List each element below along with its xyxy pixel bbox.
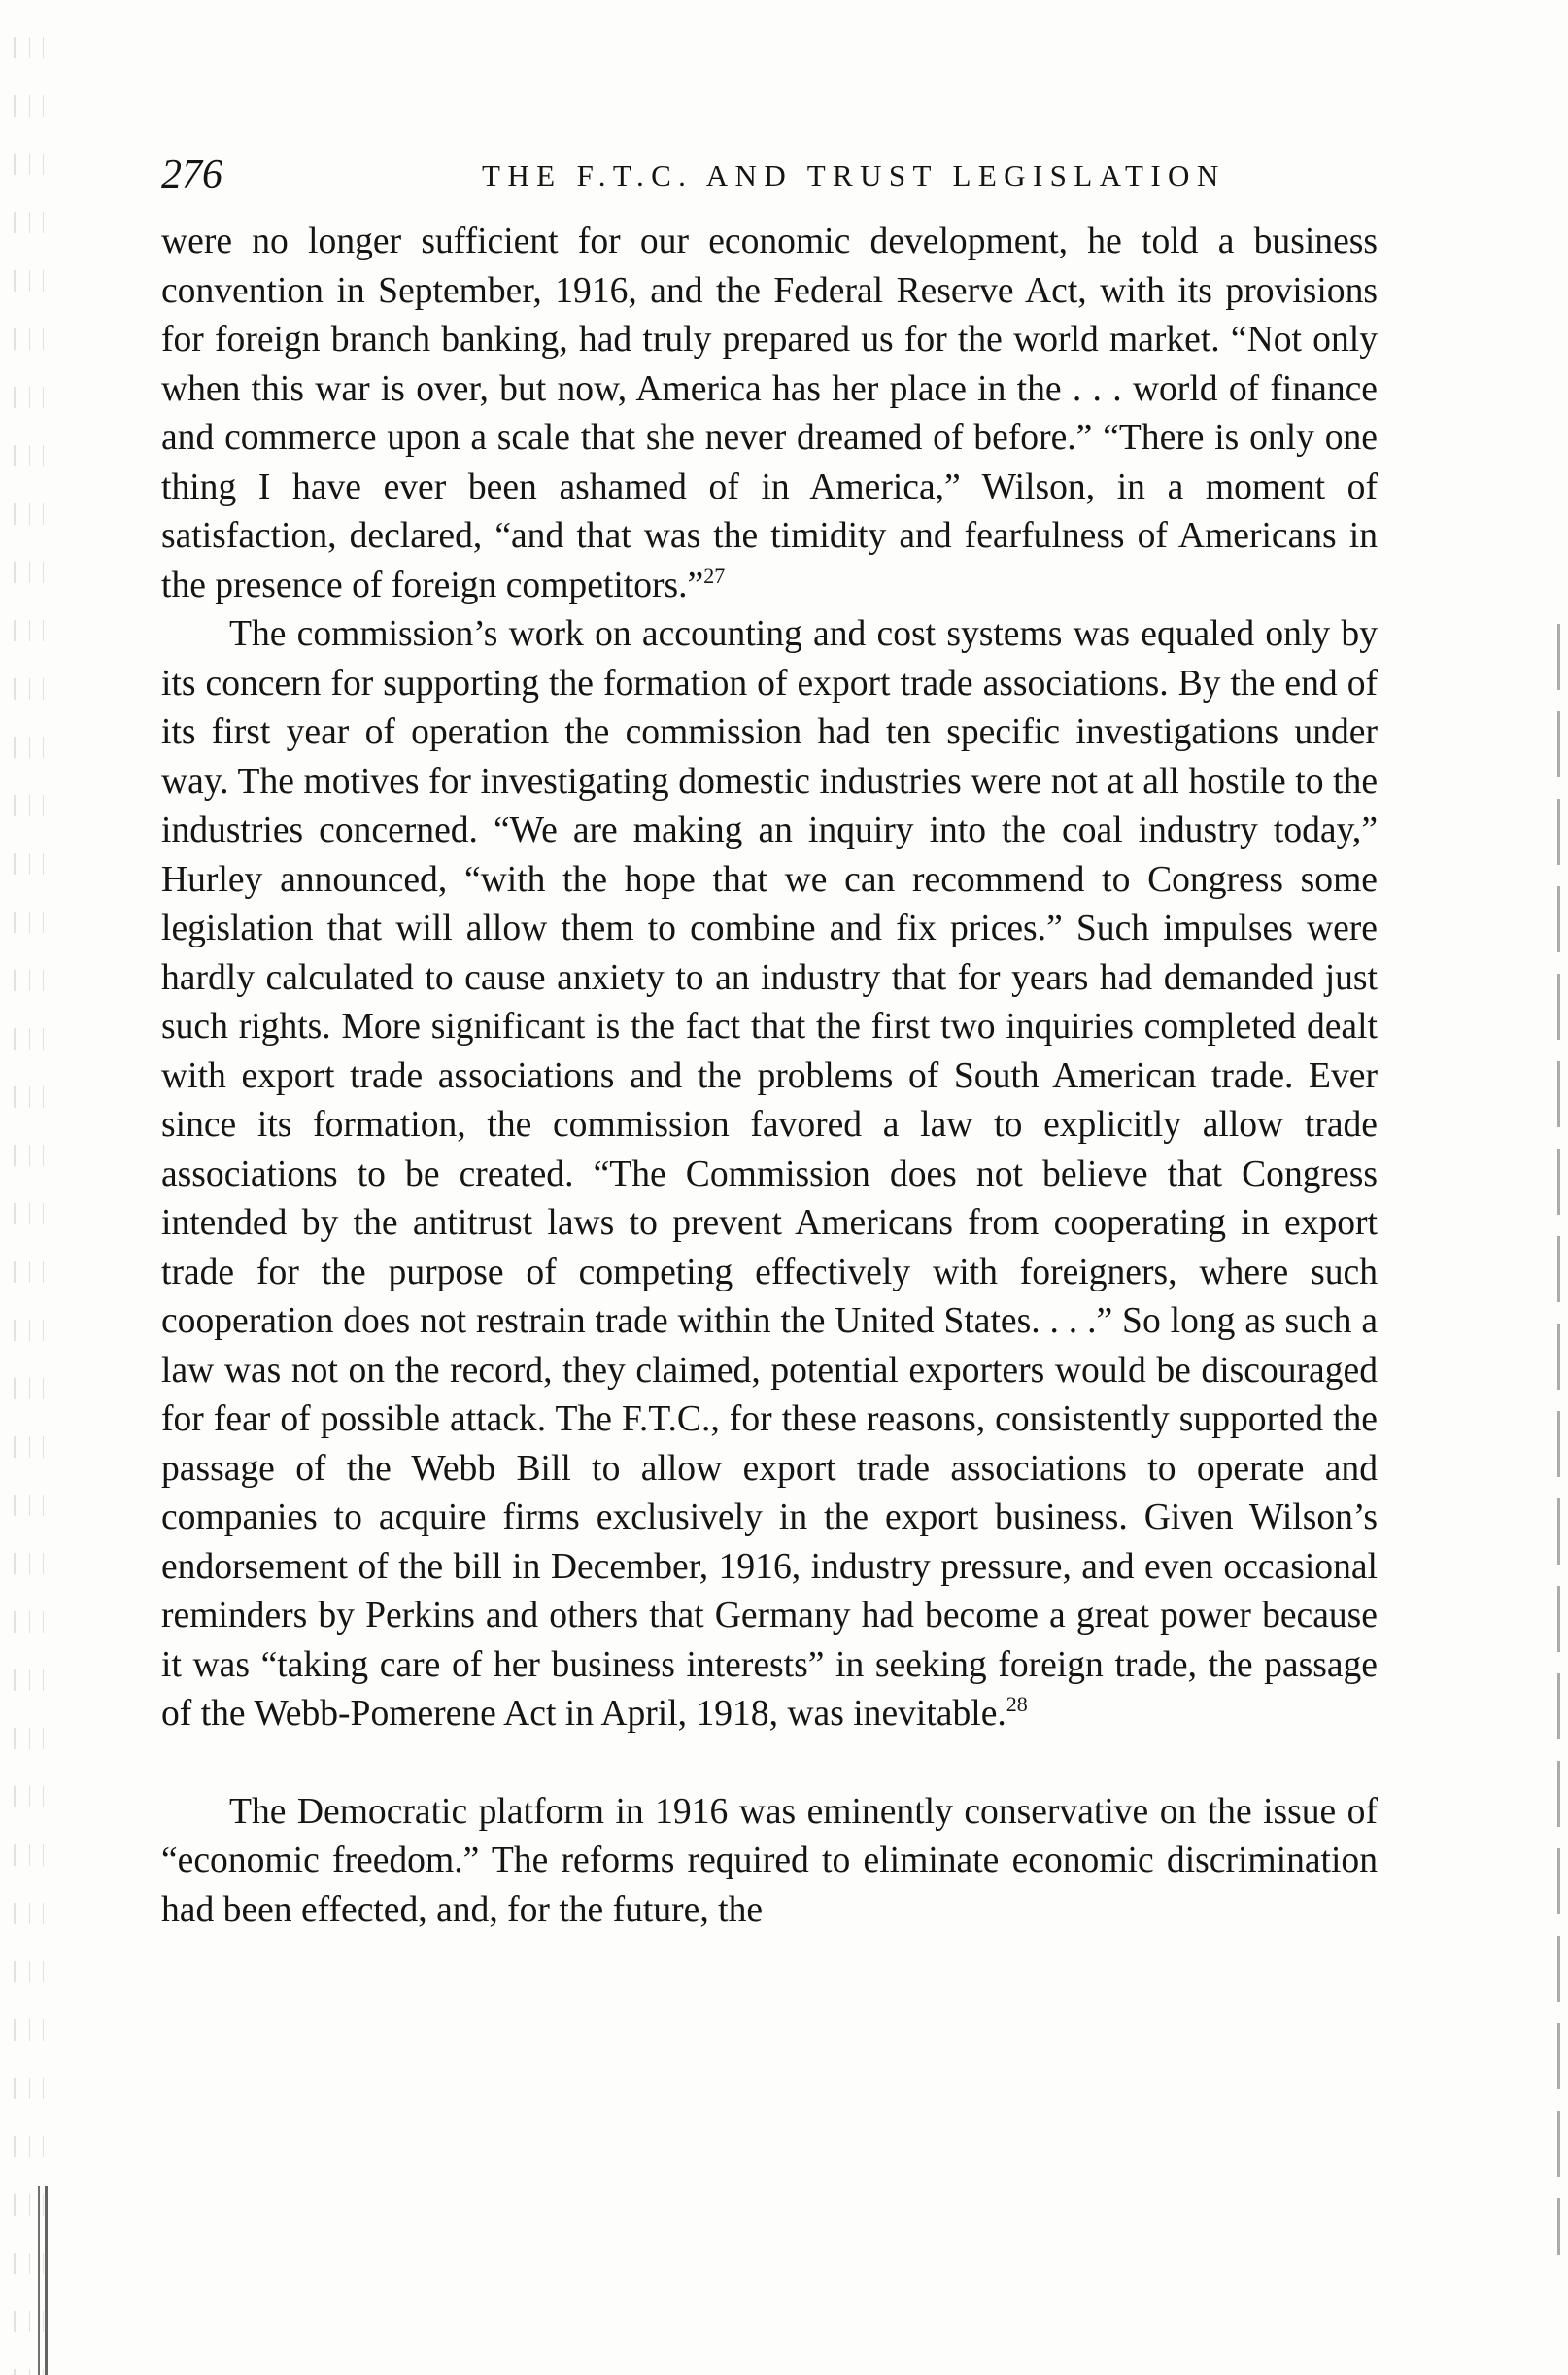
paragraph (161, 610, 1378, 1739)
running-head-title: THE F.T.C. AND TRUST LEGISLATION (482, 158, 1226, 192)
body-text (161, 218, 1378, 1935)
running-head (161, 146, 1376, 204)
footnote-reference: 27 (703, 563, 726, 588)
paragraph-text: The commission’s work on accounting and cost systems was equaled only by its concern for supporting the formation of export trade associations. By the end of its first year of operation the commission had ten specific investigations under way. The motives for investigating domestic industries were not at all hostile to the industries concerned. “We are making an inquiry into the coal industry today,” Hurley announced, “with the hope that we can recommend to Congress some legislation that will allow them to combine and fix prices.” Such impulses were hardly calculated to cause anxiety to an industry that for years had demanded just such rights. More significant is the fact that the first two inquiries completed dealt with export trade associations and the problems of South American trade. Ever since its formation, the commission favored a law to explicitly allow trade associations to be created. “The Commission does not believe that Congress intended by the antitrust laws to prevent Americans from cooperating in export trade for the purpose of competing effectively with foreigners, where such cooperation does not restrain trade within the United States. . . .” So long as such a law was not on the record, they claimed, potential exporters would be discouraged for fear of possible attack. The F.T.C., for these reasons, consistently supported the passage of the Webb Bill to allow export trade associations to operate and companies to acquire firms exclusively in the export business. Given Wilson’s endorsement of the bill in December, 1916, industry pressure, and even occasional reminders by Perkins and others that Germany had become a great power because it was “taking care of her business interests” in seeking foreign trade, the passage of the Webb-Pomerene Act in April, 1918, was inevitable. (161, 614, 1378, 1734)
scan-edge-artifact (33, 2186, 52, 2375)
paragraph-text: The Democratic platform in 1916 was eminently conservative on the issue of “economic freedom.” The reforms required to eliminate economic discrimination had been effected, and, for the future, the (161, 1791, 1378, 1930)
paragraph (161, 1788, 1378, 1936)
paragraph-text: were no longer sufficient for our economic development, he told a business convention in September, 1916, and the Federal Reserve Act, with its provisions for foreign branch banking, had truly prepared us for the world market. “Not only when this war is over, but now, America has her place in the . . . world of finance and commerce upon a scale that she never dreamed of before.” “There is only one thing I have ever been ashamed of in America,” Wilson, in a moment of satisfaction, declared, “and that was the timidity and fearfulness of Americans in the presence of foreign competitors.” (161, 222, 1378, 605)
paragraph (161, 218, 1378, 610)
scan-edge-artifact (0, 0, 60, 2375)
scan-edge-artifact (1547, 602, 1568, 2255)
footnote-reference: 28 (1006, 1692, 1028, 1716)
page-number: 276 (161, 153, 222, 197)
